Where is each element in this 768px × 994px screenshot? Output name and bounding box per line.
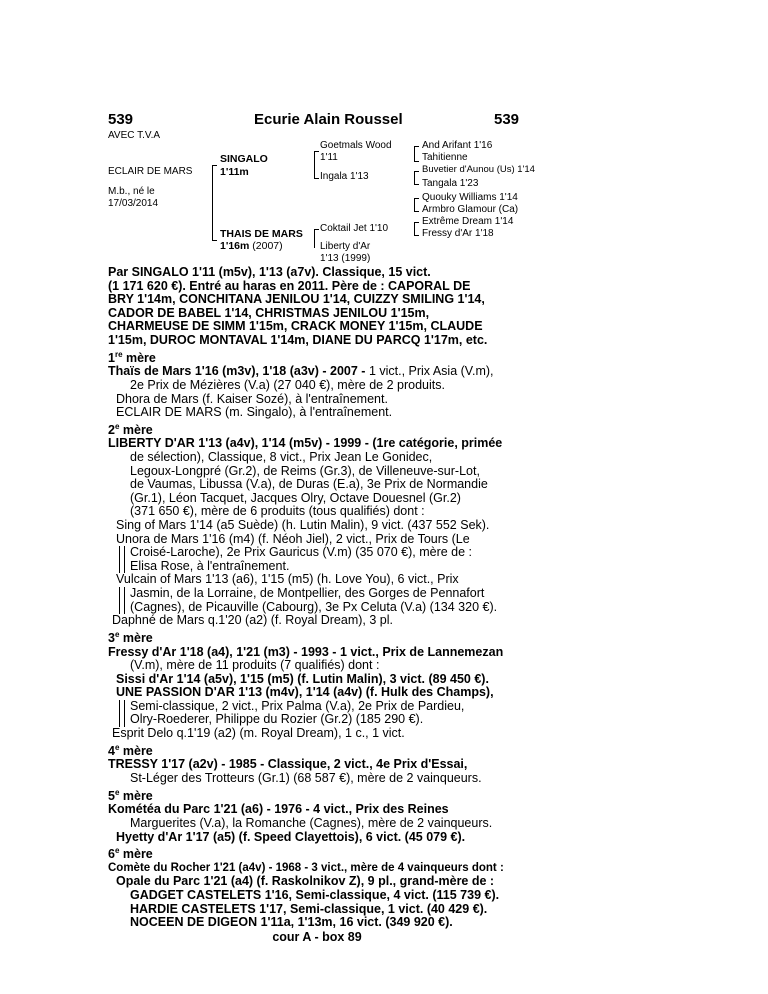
produce-line: Vulcain of Mars 1'13 (a6), 1'15 (m5) (h. Love You), 6 vict., Prix bbox=[116, 572, 459, 587]
produce-marker bbox=[119, 587, 125, 614]
lot-number-right: 539 bbox=[494, 111, 520, 128]
horse-birth-date: 17/03/2014 bbox=[108, 198, 159, 209]
pedigree-ddd: Fressy d'Ar 1'18 bbox=[422, 228, 494, 239]
lot-number-left: 539 bbox=[108, 111, 134, 128]
sire-line: Par SINGALO 1'11 (m5v), 1'13 (a7v). Classique, 15 vict. bbox=[108, 265, 431, 279]
pedigree-sds: Buvetier d'Aunou (Us) 1'14 bbox=[422, 164, 535, 175]
pedigree-bracket-3a bbox=[414, 146, 419, 162]
dam-line: Fressy d'Ar 1'18 (a4), 1'21 (m3) - 1993 - 1 vict., Prix de Lannemezan bbox=[108, 644, 504, 659]
produce-line: Unora de Mars 1'16 (m4) (f. Néoh Jiel), 2 vict., Prix de Tours (Le bbox=[116, 531, 470, 546]
produce-line: Daphné de Mars q.1'20 (a2) (f. Royal Dream), 3 pl. bbox=[112, 613, 393, 628]
produce-line: ECLAIR DE MARS (m. Singalo), à l'entraînement. bbox=[116, 405, 393, 420]
produce-details bbox=[108, 587, 526, 614]
produce-line: Elisa Rose, à l'entraînement. bbox=[130, 558, 290, 573]
produce-line: NOCEEN DE DIGEON 1'11a, 1'13m, 16 vict. (349 920 €). bbox=[130, 915, 453, 930]
sire-line: 1'15m, DUROC MONTAVAL 1'14m, DIANE DU PARCQ 1'17m, etc. bbox=[108, 332, 488, 347]
pedigree-bracket-1 bbox=[212, 165, 217, 241]
produce-marker bbox=[119, 700, 125, 727]
pedigree-sire-dam: Ingala 1'13 bbox=[320, 171, 369, 182]
horse-sex-birth: M.b., né le bbox=[108, 186, 155, 197]
produce-line: (Cagnes), de Picauville (Cabourg), 3e Px Celuta (V.a) (134 320 €). bbox=[130, 599, 498, 614]
dam-line: Kométéa du Parc 1'21 (a6) - 1976 - 4 vict., Prix des Reines bbox=[108, 802, 449, 817]
catalogue-entry-body bbox=[108, 266, 526, 944]
dam-line: (371 650 €), mère de 6 produits (tous qualifiés) dont : bbox=[130, 504, 425, 519]
pedigree-dds: Extrême Dream 1'14 bbox=[422, 216, 514, 227]
dam-line: de sélection), Classique, 8 vict., Prix Jean Le Gonidec, bbox=[130, 450, 433, 465]
pedigree-sire: SINGALO bbox=[220, 153, 268, 165]
pedigree-bracket-3b bbox=[414, 171, 419, 185]
dam-line: 2e Prix de Mézières (V.a) (27 040 €), mère de 2 produits. bbox=[130, 377, 445, 392]
sire-line: BRY 1'14m, CONCHITANA JENILOU 1'14, CUIZZY SMILING 1'14, bbox=[108, 292, 485, 307]
produce-details bbox=[108, 700, 526, 727]
produce-line: Sing of Mars 1'14 (a5 Suède) (h. Lutin Malin), 9 vict. (437 552 Sek). bbox=[116, 518, 490, 532]
horse-name: ECLAIR DE MARS bbox=[108, 166, 193, 177]
dam-line: Legoux-Longpré (Gr.2), de Reims (Gr.3), de Villeneuve-sur-Lot, bbox=[130, 463, 480, 478]
dam-line: Marguerites (V.a), la Romanche (Cagnes), mère de 2 vainqueurs. bbox=[130, 815, 493, 830]
dam-line: Comète du Rocher 1'21 (a4v) - 1968 - 3 vict., mère de 4 vainqueurs dont : bbox=[108, 861, 504, 874]
dam-line: (Gr.1), Léon Tacquet, Jacques Olry, Octave Douesnel (Gr.2) bbox=[130, 490, 461, 505]
sire-line: (1 171 620 €). Entré au haras en 2011. Père de : CAPORAL DE bbox=[108, 278, 471, 293]
pedigree-bracket-2a bbox=[314, 151, 319, 179]
section-heading-4th-dam: 4e mère bbox=[108, 742, 153, 758]
produce-line: HARDIE CASTELETS 1'17, Semi-classique, 1 vict. (40 429 €). bbox=[130, 901, 488, 916]
produce-line: UNE PASSION D'AR 1'13 (m4v), 1'14 (a4v) (f. Hulk des Champs), bbox=[116, 685, 494, 700]
pedigree-sire-time: 1'11m bbox=[220, 166, 249, 178]
produce-line: Dhora de Mars (f. Kaiser Sozé), à l'entraînement. bbox=[116, 391, 388, 406]
section-heading-5th-dam: 5e mère bbox=[108, 787, 153, 803]
dam-line: LIBERTY D'AR 1'13 (a4v), 1'14 (m5v) - 1999 - (1re catégorie, primée bbox=[108, 436, 503, 451]
produce-marker bbox=[119, 546, 125, 573]
pedigree-sire-sire-time: 1'11 bbox=[320, 152, 338, 163]
pedigree-dam: THAIS DE MARS bbox=[220, 228, 303, 240]
dam-line: Thaïs de Mars 1'16 (m3v), 1'18 (a3v) - 2007 - 1 vict., Prix Asia (V.m), bbox=[108, 364, 494, 379]
dam-line: (V.m), mère de 11 produits (7 qualifiés) dont : bbox=[130, 658, 380, 673]
pedigree-dsd: Armbro Glamour (Ca) bbox=[422, 204, 519, 215]
dam-line: de Vaumas, Libussa (V.a), de Duras (E.a), 3e Prix de Normandie bbox=[130, 477, 488, 492]
dam-line: TRESSY 1'17 (a2v) - 1985 - Classique, 2 vict., 4e Prix d'Essai, bbox=[108, 757, 468, 772]
pedigree-sire-sire: Goetmals Wood bbox=[320, 140, 392, 151]
section-heading-1st-dam: 1re mère bbox=[108, 349, 156, 365]
section-heading-2nd-dam: 2e mère bbox=[108, 421, 153, 437]
produce-line: Semi-classique, 2 vict., Prix Palma (V.a), 2e Prix de Pardieu, bbox=[130, 698, 465, 713]
produce-line: GADGET CASTELETS 1'16, Semi-classique, 4 vict. (115 739 €). bbox=[130, 888, 500, 903]
sire-line: CADOR DE BABEL 1'14, CHRISTMAS JENILOU 1'15m, bbox=[108, 305, 430, 320]
pedigree-bracket-2b bbox=[314, 229, 319, 248]
pedigree-dam-time: 1'16m (2007) bbox=[220, 240, 283, 252]
section-heading-6th-dam: 6e mère bbox=[108, 846, 153, 862]
pedigree-sss: And Arifant 1'16 bbox=[422, 140, 493, 151]
pedigree-bracket-3c bbox=[414, 198, 419, 212]
location-footer: cour A - box 89 bbox=[272, 929, 362, 944]
tva-note: AVEC T.V.A bbox=[108, 130, 161, 141]
page-title: Ecurie Alain Roussel bbox=[254, 111, 403, 128]
dam-line: St-Léger des Trotteurs (Gr.1) (68 587 €), mère de 2 vainqueurs. bbox=[130, 771, 482, 785]
pedigree-dam-sire: Coktail Jet 1'10 bbox=[320, 223, 389, 234]
produce-line: Hyetty d'Ar 1'17 (a5) (f. Speed Clayettois), 6 vict. (45 079 €). bbox=[116, 829, 466, 844]
produce-line: Sissi d'Ar 1'14 (a5v), 1'15 (m5) (f. Lutin Malin), 3 vict. (89 450 €). bbox=[116, 671, 489, 686]
sire-line: CHARMEUSE DE SIMM 1'15m, CRACK MONEY 1'15m, CLAUDE bbox=[108, 319, 483, 334]
produce-line: Jasmin, de la Lorraine, de Montpellier, des Gorges de Pennafort bbox=[130, 585, 485, 600]
produce-line: Olry-Roederer, Philippe du Rozier (Gr.2) (185 290 €). bbox=[130, 712, 424, 727]
section-heading-3rd-dam: 3e mère bbox=[108, 629, 153, 645]
produce-line: Esprit Delo q.1'19 (a2) (m. Royal Dream), 1 c., 1 vict. bbox=[112, 726, 405, 741]
produce-line: Croisé-Laroche), 2e Prix Gauricus (V.m) (35 070 €), mère de : bbox=[130, 545, 473, 560]
produce-line: Opale du Parc 1'21 (a4) (f. Raskolnikov Z), 9 pl., grand-mère de : bbox=[116, 874, 495, 889]
produce-details bbox=[108, 546, 526, 573]
pedigree-sdd: Tangala 1'23 bbox=[422, 178, 479, 189]
pedigree-ssd: Tahitienne bbox=[422, 152, 468, 163]
pedigree-dss: Quouky Williams 1'14 bbox=[422, 192, 518, 203]
pedigree-dam-dam-time: 1'13 (1999) bbox=[320, 253, 371, 264]
pedigree-bracket-3d bbox=[414, 222, 419, 236]
pedigree-dam-dam: Liberty d'Ar bbox=[320, 241, 371, 252]
